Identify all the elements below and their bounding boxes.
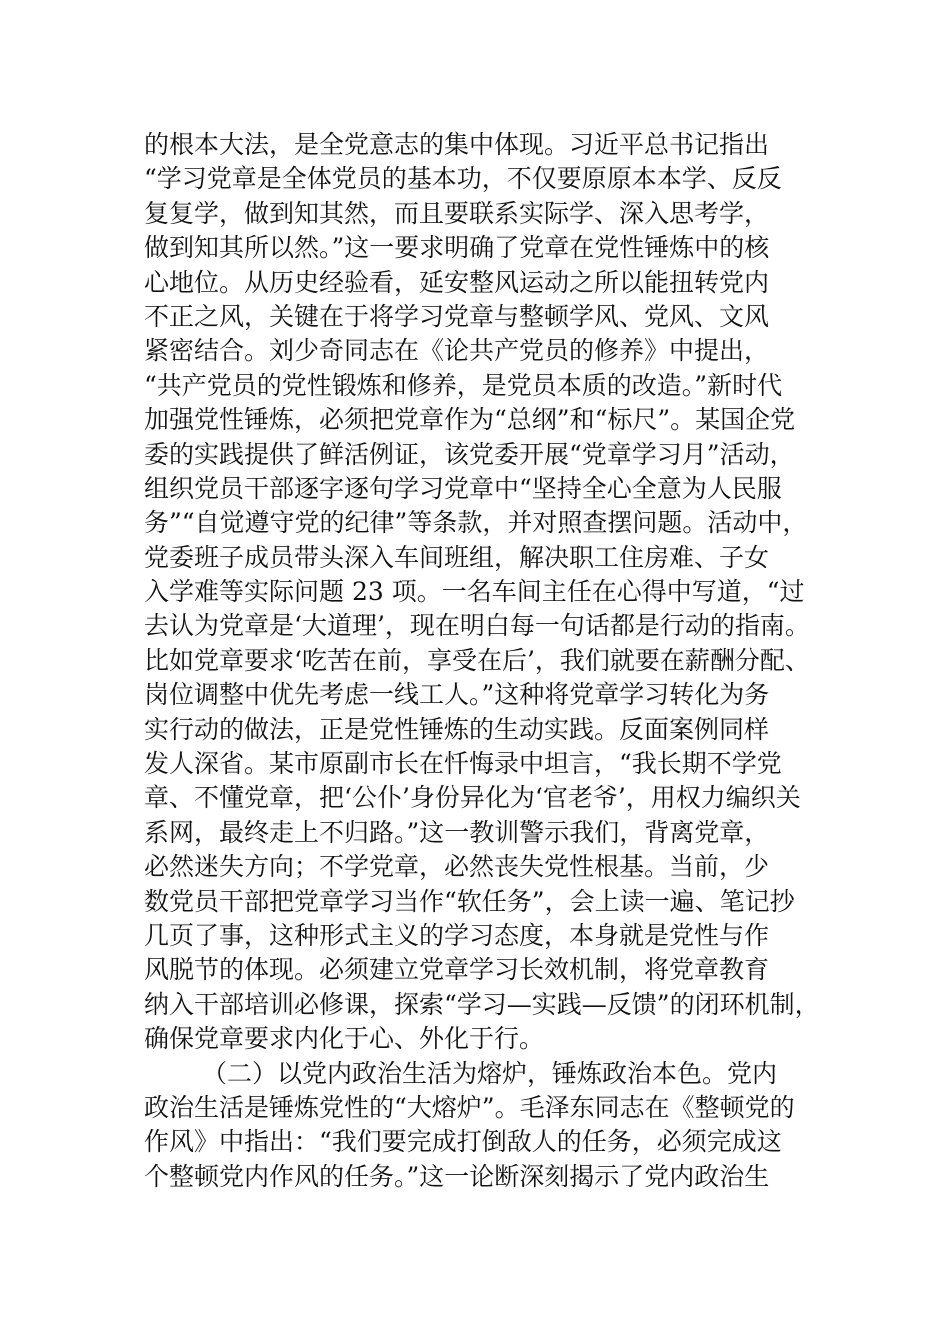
text-line: “学习党章是全体党员的基本功，不仅要原原本本学、反反 xyxy=(144,164,782,194)
text-line: 心地位。从历史经验看，延安整风运动之所以能扭转党内 xyxy=(144,267,770,297)
text-line: 个整顿党内作风的任务。”这一论断深刻揭示了党内政治生 xyxy=(144,1161,770,1191)
text-line: 数党员干部把党章学习当作“软任务”，会上读一遍、笔记抄 xyxy=(144,886,795,916)
text-line: 紧密结合。刘少奇同志在《论共产党员的修养》中提出， xyxy=(144,336,770,366)
text-line: 组织党员干部逐字逐句学习党章中“坚持全心全意为人民服 xyxy=(144,473,782,503)
text-line: 岗位调整中优先考虑一线工人。”这种将党章学习转化为务 xyxy=(144,680,770,710)
text-line: 入学难等实际问题 23 项。一名车间主任在心得中写道，“过 xyxy=(144,577,805,607)
text-line: 政治生活是锤炼党性的“大熔炉”。毛泽东同志在《整顿党的 xyxy=(144,1092,795,1122)
text-line: 章、不懂党章，把‘公仆’身份异化为‘官老爷’，用权力编织关 xyxy=(144,783,801,813)
text-line: 确保党章要求内化于心、外化于行。 xyxy=(144,1024,545,1054)
text-line: 做到知其所以然。”这一要求明确了党章在党性锤炼中的核 xyxy=(144,233,770,263)
text-line: 委的实践提供了鲜活例证，该党委开展“党章学习月”活动， xyxy=(144,439,795,469)
text-line: 几页了事，这种形式主义的学习态度，本身就是党性与作 xyxy=(144,920,770,950)
text-line: 务”“自觉遵守党的纪律”等条款，并对照查摆问题。活动中， xyxy=(144,508,808,538)
text-line: 必然迷失方向；不学党章，必然丧失党性根基。当前，少 xyxy=(144,852,770,882)
text-line: 党委班子成员带头深入车间班组，解决职工住房难、子女 xyxy=(144,542,770,572)
text-line: 作风》中指出：“我们要完成打倒敌人的任务，必须完成这 xyxy=(144,1127,782,1157)
body-text xyxy=(144,128,834,1194)
text-line: 加强党性锤炼，必须把党章作为“总纲”和“标尺”。某国企党 xyxy=(144,405,796,435)
text-line: 不正之风，关键在于将学习党章与整顿学风、党风、文风 xyxy=(144,301,770,331)
text-line: 比如党章要求‘吃苦在前，享受在后’，我们就要在薪酬分配、 xyxy=(144,645,810,675)
section-heading-line: （二）以党内政治生活为熔炉，锤炼政治本色。党内 xyxy=(202,1058,778,1088)
text-line: 风脱节的体现。必须建立党章学习长效机制，将党章教育 xyxy=(144,955,770,985)
text-line: “共产党员的党性锻炼和修养，是党员本质的改造。”新时代 xyxy=(144,370,783,400)
text-line: 系网，最终走上不归路。”这一教训警示我们，背离党章， xyxy=(144,817,770,847)
text-line: 的根本大法，是全党意志的集中体现。习近平总书记指出 xyxy=(144,130,770,159)
text-line: 纳入干部培训必修课，探索“学习—实践—反馈”的闭环机制， xyxy=(144,989,820,1019)
text-line: 实行动的做法，正是党性锤炼的生动实践。反面案例同样 xyxy=(144,714,770,744)
text-line: 发人深省。某市原副市长在忏悔录中坦言，“我长期不学党 xyxy=(144,749,782,779)
text-line: 复复学，做到知其然，而且要联系实际学、深入思考学， xyxy=(144,198,770,228)
text-line: 去认为党章是‘大道理’，现在明白每一句话都是行动的指南。 xyxy=(144,611,810,641)
